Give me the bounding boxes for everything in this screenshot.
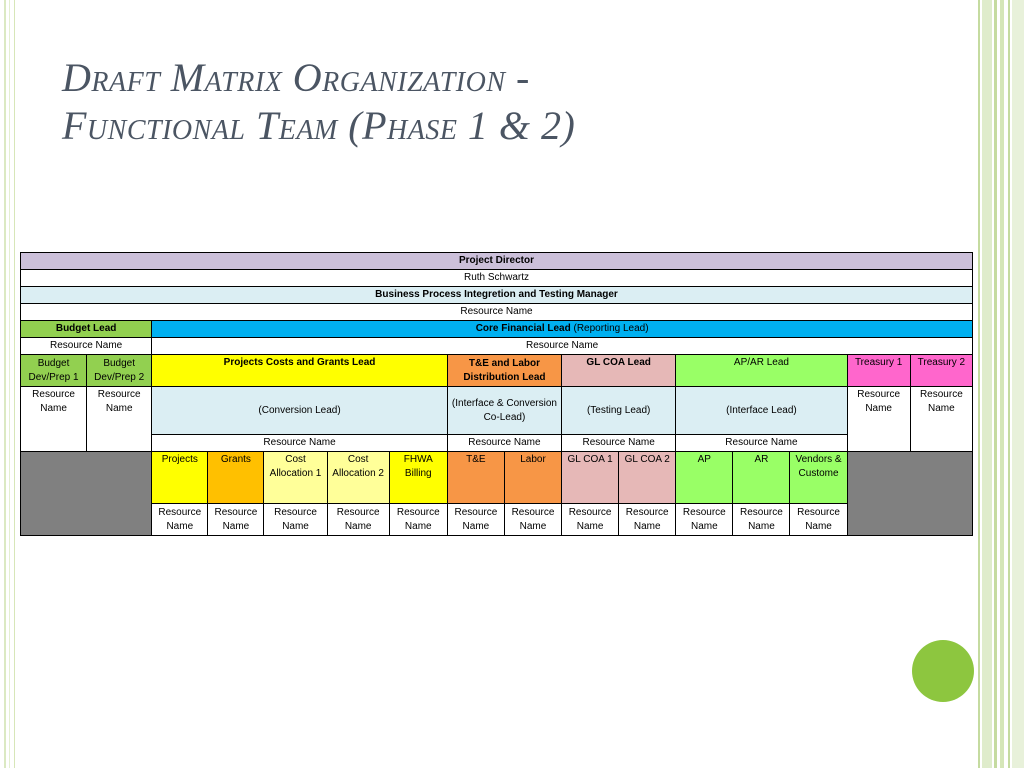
budget-lead-header: Budget Lead (21, 321, 152, 338)
slide-title-line-2: Functional Team (Phase 1 & 2) (62, 103, 576, 148)
projects-resource-name: Resource Name (152, 504, 208, 536)
team-te: T&E (447, 452, 504, 504)
conversion-lead-resource-name: Resource Name (152, 435, 448, 452)
bpi-manager-name: Resource Name (21, 304, 973, 321)
projects-costs-grants-lead: Projects Costs and Grants Lead (152, 355, 448, 387)
green-circle-decoration (912, 640, 974, 702)
cost-allocation-2-resource-name: Resource Name (327, 504, 389, 536)
cost-allocation-1-resource-name: Resource Name (264, 504, 327, 536)
team-vendors-customers: Vendors & Custome (790, 452, 847, 504)
core-financial-lead-label: Core Financial Lead (475, 323, 571, 334)
team-ar: AR (733, 452, 790, 504)
vendors-customers-resource-name: Resource Name (790, 504, 847, 536)
org-matrix-table (20, 252, 973, 536)
team-ap: AP (676, 452, 733, 504)
budget-empty-block (21, 452, 152, 536)
team-gl-coa-1: GL COA 1 (562, 452, 619, 504)
project-director-name: Ruth Schwartz (21, 270, 973, 287)
gl-coa-1-resource-name: Resource Name (562, 504, 619, 536)
treasury-2: Treasury 2 (910, 355, 972, 387)
budget-dev-prep-2: Budget Dev/Prep 2 (87, 355, 152, 387)
grants-resource-name: Resource Name (208, 504, 264, 536)
ap-ar-lead: AP/AR Lead (676, 355, 847, 387)
labor-resource-name: Resource Name (504, 504, 561, 536)
ap-resource-name: Resource Name (676, 504, 733, 536)
team-labor: Labor (504, 452, 561, 504)
team-projects: Projects (152, 452, 208, 504)
project-director-header: Project Director (21, 253, 973, 270)
team-fhwa-billing: FHWA Billing (389, 452, 447, 504)
fhwa-billing-resource-name: Resource Name (389, 504, 447, 536)
te-labor-lead: T&E and Labor Distribution Lead (447, 355, 561, 387)
interface-conversion-resource-name: Resource Name (447, 435, 561, 452)
right-decorative-strip (978, 0, 1024, 768)
testing-lead-resource-name: Resource Name (562, 435, 676, 452)
ar-resource-name: Resource Name (733, 504, 790, 536)
core-financial-lead-note: (Reporting Lead) (570, 323, 649, 334)
slide-title-line-1: Draft Matrix Organization - (62, 55, 530, 100)
interface-conversion-colead: (Interface & Conversion Co-Lead) (447, 387, 561, 435)
testing-lead: (Testing Lead) (562, 387, 676, 435)
treasury-1: Treasury 1 (847, 355, 910, 387)
slide-title (62, 54, 942, 150)
budget-1-resource-name: Resource Name (21, 387, 87, 452)
budget-lead-name: Resource Name (21, 338, 152, 355)
interface-lead-resource-name: Resource Name (676, 435, 847, 452)
core-financial-lead-header (152, 321, 973, 338)
team-cost-allocation-2: Cost Allocation 2 (327, 452, 389, 504)
bpi-manager-header: Business Process Integretion and Testing Manager (21, 287, 973, 304)
team-gl-coa-2: GL COA 2 (619, 452, 676, 504)
interface-lead: (Interface Lead) (676, 387, 847, 435)
treasury-2-resource-name: Resource Name (910, 387, 972, 452)
gl-coa-2-resource-name: Resource Name (619, 504, 676, 536)
treasury-empty-block (847, 452, 972, 536)
treasury-1-resource-name: Resource Name (847, 387, 910, 452)
core-financial-lead-name: Resource Name (152, 338, 973, 355)
budget-2-resource-name: Resource Name (87, 387, 152, 452)
gl-coa-lead: GL COA Lead (562, 355, 676, 387)
te-resource-name: Resource Name (447, 504, 504, 536)
team-cost-allocation-1: Cost Allocation 1 (264, 452, 327, 504)
conversion-lead: (Conversion Lead) (152, 387, 448, 435)
team-grants: Grants (208, 452, 264, 504)
budget-dev-prep-1: Budget Dev/Prep 1 (21, 355, 87, 387)
left-decorative-strip (0, 0, 15, 768)
